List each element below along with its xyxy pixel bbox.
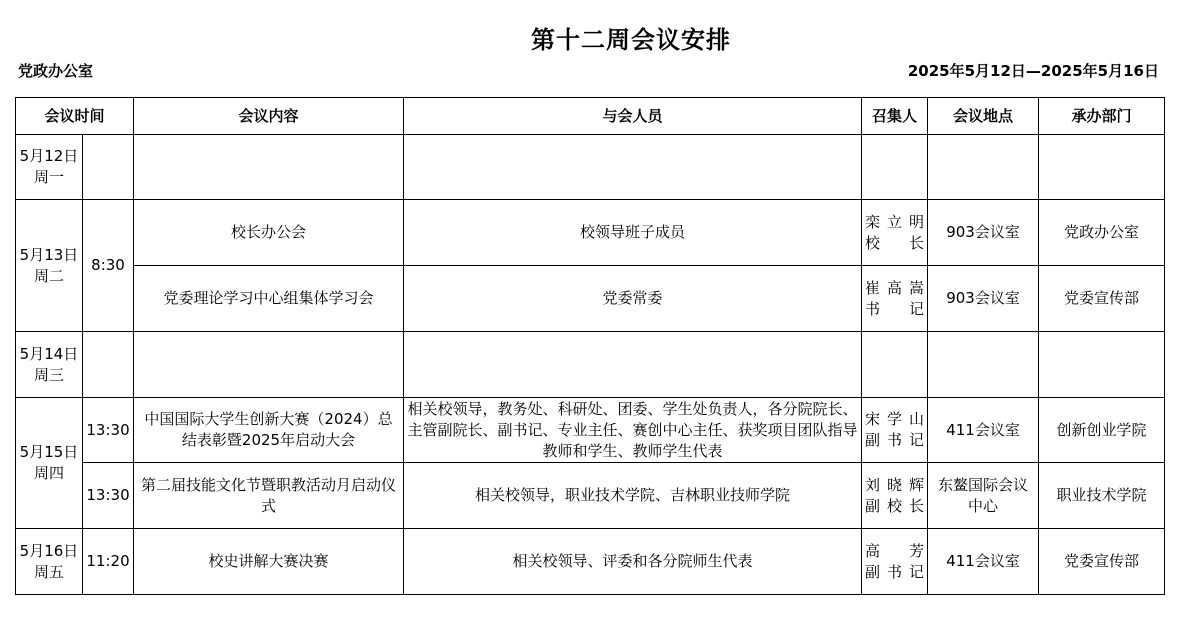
day-cell <box>16 529 83 595</box>
day-date: 5月16日 <box>19 541 79 560</box>
convener-title: 校 长 <box>865 233 925 252</box>
convener-cell <box>862 529 928 595</box>
attendees-cell: 党委常委 <box>404 266 862 332</box>
table-row <box>16 529 1165 595</box>
convener-name: 刘晓辉 <box>865 475 925 494</box>
department-cell: 党委宣传部 <box>1039 529 1165 595</box>
convener-title: 副校长 <box>865 496 925 515</box>
column-header-location: 会议地点 <box>928 98 1039 135</box>
location-cell: 903会议室 <box>928 200 1039 266</box>
day-cell <box>16 135 83 200</box>
table-row <box>16 200 1165 266</box>
location-cell: 411会议室 <box>928 529 1039 595</box>
column-header-department: 承办部门 <box>1039 98 1165 135</box>
table-row <box>16 463 1165 529</box>
department-cell: 党政办公室 <box>1039 200 1165 266</box>
location-cell: 东鳌国际会议中心 <box>928 463 1039 529</box>
department-cell <box>1039 332 1165 398</box>
convener-title: 副书记 <box>865 562 925 581</box>
attendees-cell <box>404 135 862 200</box>
page-title: 第十二周会议安排 <box>531 25 731 54</box>
content-cell: 第二届技能文化节暨职教活动月启动仪式 <box>134 463 404 529</box>
time-cell <box>83 332 134 398</box>
column-header-content: 会议内容 <box>134 98 404 135</box>
content-cell: 党委理论学习中心组集体学习会 <box>134 266 404 332</box>
day-date: 5月14日 <box>19 344 79 363</box>
day-cell <box>16 332 83 398</box>
table-header-row <box>16 98 1165 135</box>
department-cell: 党委宣传部 <box>1039 266 1165 332</box>
meeting-schedule-table <box>15 97 1165 595</box>
day-weekday: 周四 <box>33 464 64 482</box>
attendees-cell: 相关校领导，职业技术学院、吉林职业技师学院 <box>404 463 862 529</box>
location-cell: 411会议室 <box>928 398 1039 463</box>
time-cell <box>83 135 134 200</box>
location-cell <box>928 332 1039 398</box>
attendees-cell: 相关校领导、评委和各分院师生代表 <box>404 529 862 595</box>
day-cell <box>16 200 83 332</box>
convener-name: 栾立明 <box>865 212 925 231</box>
day-date: 5月12日 <box>19 147 79 165</box>
date-range: 2025年5月12日—2025年5月16日 <box>907 62 1159 80</box>
table-row <box>16 266 1165 332</box>
day-weekday: 周一 <box>33 168 64 186</box>
day-date: 5月13日 <box>19 245 79 264</box>
table-row <box>16 398 1165 463</box>
department-cell: 创新创业学院 <box>1039 398 1165 463</box>
convener-cell <box>862 332 928 398</box>
column-header-attendees: 与会人员 <box>404 98 862 135</box>
table-row <box>16 332 1165 398</box>
attendees-cell <box>404 332 862 398</box>
convener-cell <box>862 266 928 332</box>
convener-cell <box>862 200 928 266</box>
time-cell: 13:30 <box>83 398 134 463</box>
day-cell <box>16 398 83 529</box>
attendees-cell: 校领导班子成员 <box>404 200 862 266</box>
attendees-cell: 相关校领导，教务处、科研处、团委、学生处负责人，各分院院长、主管副院长、副书记、专业主任、赛创中心主任、获奖项目团队指导教师和学生、教师学生代表 <box>404 398 862 463</box>
column-header-time: 会议时间 <box>16 98 134 135</box>
office-name: 党政办公室 <box>18 62 94 80</box>
content-cell <box>134 135 404 200</box>
convener-cell <box>862 135 928 200</box>
convener-cell <box>862 463 928 529</box>
column-header-convener: 召集人 <box>862 98 928 135</box>
table-row <box>16 135 1165 200</box>
location-cell <box>928 135 1039 200</box>
content-cell: 校长办公会 <box>134 200 404 266</box>
day-weekday: 周五 <box>33 562 64 581</box>
content-cell: 中国国际大学生创新大赛（2024）总结表彰暨2025年启动大会 <box>134 398 404 463</box>
day-weekday: 周三 <box>33 365 64 384</box>
convener-name: 宋学山 <box>865 410 925 428</box>
content-cell <box>134 332 404 398</box>
convener-name: 高 芳 <box>865 541 925 560</box>
time-cell: 8:30 <box>83 200 134 332</box>
convener-title: 书 记 <box>865 299 925 318</box>
content-cell: 校史讲解大赛决赛 <box>134 529 404 595</box>
department-cell <box>1039 135 1165 200</box>
time-cell: 11:20 <box>83 529 134 595</box>
time-cell: 13:30 <box>83 463 134 529</box>
convener-title: 副书记 <box>865 431 925 449</box>
day-weekday: 周二 <box>33 266 64 285</box>
department-cell: 职业技术学院 <box>1039 463 1165 529</box>
convener-cell <box>862 398 928 463</box>
day-date: 5月15日 <box>19 443 79 461</box>
location-cell: 903会议室 <box>928 266 1039 332</box>
convener-name: 崔高嵩 <box>865 278 925 297</box>
